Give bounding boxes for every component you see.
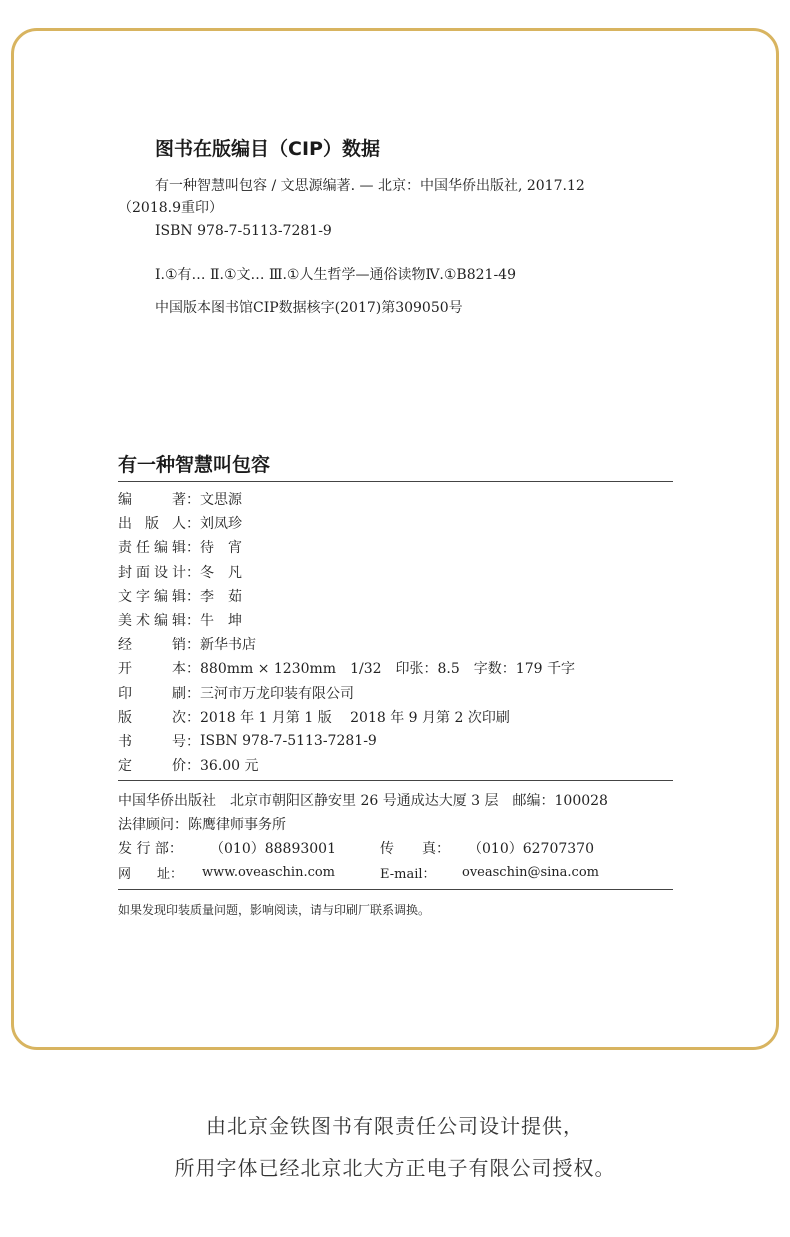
credit-label-char: 辑: [172, 540, 186, 557]
credit-row: [118, 511, 673, 535]
divider-top: [118, 481, 673, 482]
cip-line-1: 有一种智慧叫包容 / 文思源编著. — 北京：中国华侨出版社, 2017.12: [155, 178, 585, 194]
credit-label-char: 出: [118, 516, 132, 533]
credit-label: [118, 610, 186, 630]
credit-label: [118, 634, 186, 654]
credit-colon: ：: [186, 492, 200, 509]
credit-label: [118, 683, 186, 703]
website-link[interactable]: www.oveaschin.com: [202, 864, 336, 880]
credit-value: 牛 坤: [200, 613, 242, 630]
credit-label-char: 编: [154, 588, 168, 605]
credit-label-char: 编: [154, 613, 168, 630]
credit-value: 880mm × 1230mm 1/32 印张：8.5 字数：179 千字: [200, 661, 575, 678]
credit-value: 2018 年 1 月第 1 版 2018 年 9 月第 2 次印刷: [200, 709, 510, 726]
credit-value: 冬 凡: [200, 564, 242, 581]
credit-row: [118, 753, 673, 777]
credit-label-char: 编: [154, 540, 168, 557]
fax-phone: （010）62707370: [468, 841, 594, 857]
credit-value: ISBN 978-7-5113-7281-9: [200, 732, 377, 749]
credit-colon: ：: [186, 661, 200, 678]
sales-label: 发 行 部：: [118, 841, 183, 857]
email-label: E-mail：: [380, 866, 436, 882]
credit-colon: ：: [186, 564, 200, 581]
cip-isbn: ISBN 978-7-5113-7281-9: [155, 223, 332, 239]
credit-label-char: 编: [118, 492, 132, 509]
credit-label-char: 开: [118, 661, 132, 678]
credit-label-char: 刷: [172, 685, 186, 702]
credit-colon: ：: [186, 758, 200, 775]
credit-label-char: 术: [136, 613, 150, 630]
credit-label: [118, 537, 186, 557]
credit-value: 刘凤珍: [200, 516, 242, 533]
credit-label-char: 次: [172, 709, 186, 726]
credit-label-char: 责: [118, 540, 132, 557]
credits-list: [118, 487, 673, 777]
credit-value: 36.00 元: [200, 758, 259, 775]
credit-label-char: 封: [118, 564, 132, 581]
credit-row: [118, 608, 673, 632]
credit-label-char: 版: [145, 516, 159, 533]
credit-label-char: 任: [136, 540, 150, 557]
credit-label: [118, 562, 186, 582]
credit-label-char: 美: [118, 613, 132, 630]
email-link[interactable]: oveaschin@sina.com: [462, 864, 599, 880]
credit-label-char: 本: [172, 661, 186, 678]
credit-colon: ：: [186, 733, 200, 750]
credit-label: [118, 586, 186, 606]
credit-row: [118, 535, 673, 559]
credit-colon: ：: [186, 685, 200, 702]
credit-label-char: 定: [118, 758, 132, 775]
legal-counsel: 法律顾问：陈鹰律师事务所: [118, 817, 286, 833]
credit-colon: ：: [186, 540, 200, 557]
sales-phone: （010）88893001: [210, 841, 336, 857]
credit-row: [118, 632, 673, 656]
credit-label-char: 号: [172, 733, 186, 750]
publisher-info: [118, 788, 678, 884]
credit-label: [118, 755, 186, 775]
credit-colon: ：: [186, 709, 200, 726]
credit-row: [118, 729, 673, 753]
credit-label-char: 著: [172, 492, 186, 509]
credit-label-char: 经: [118, 637, 132, 654]
cip-line-2: （2018.9重印）: [118, 200, 223, 216]
credit-label-char: 书: [118, 733, 132, 750]
credit-label-char: 设: [154, 564, 168, 581]
credit-row: [118, 681, 673, 705]
credit-label-char: 版: [118, 709, 132, 726]
credit-value: 三河市万龙印装有限公司: [200, 685, 354, 702]
contact-row-phone: [118, 836, 678, 860]
credit-colon: ：: [186, 588, 200, 605]
credit-row: [118, 584, 673, 608]
credit-colon: ：: [186, 516, 200, 533]
credit-value: 待 宵: [200, 540, 242, 557]
book-title: 有一种智慧叫包容: [118, 454, 271, 476]
quality-notice: 如果发现印装质量问题，影响阅读，请与印刷厂联系调换。: [118, 903, 431, 917]
fax-label: 传 真：: [380, 841, 450, 857]
footer-line-1: 由北京金铁图书有限责任公司设计提供，: [206, 1114, 584, 1138]
credit-value: 文思源: [200, 492, 242, 509]
credit-label-char: 印: [118, 685, 132, 702]
credit-label-char: 面: [136, 564, 150, 581]
credit-value: 新华书店: [200, 637, 256, 654]
credit-colon: ：: [186, 613, 200, 630]
credit-label: [118, 489, 186, 509]
divider-middle: [118, 780, 673, 781]
credit-label: [118, 731, 186, 751]
credit-label-char: 字: [136, 588, 150, 605]
footer-line-2: 所用字体已经北京北大方正电子有限公司授权。: [174, 1156, 616, 1180]
credit-value: 李 茹: [200, 588, 242, 605]
publisher-address: 中国华侨出版社 北京市朝阳区静安里 26 号通成达大厦 3 层 邮编：100028: [118, 793, 608, 809]
cip-title: 图书在版编目（CIP）数据: [155, 138, 380, 160]
credit-row: [118, 560, 673, 584]
credit-label: [118, 513, 186, 533]
credit-label-char: 人: [172, 516, 186, 533]
credit-row: [118, 487, 673, 511]
cip-record: 中国版本图书馆CIP数据核字(2017)第309050号: [155, 300, 463, 316]
divider-bottom: [118, 889, 673, 890]
credit-label-char: 计: [172, 564, 186, 581]
credit-label-char: 文: [118, 588, 132, 605]
credit-row: [118, 705, 673, 729]
credit-label-char: 辑: [172, 613, 186, 630]
credit-colon: ：: [186, 637, 200, 654]
credit-row: [118, 656, 673, 680]
credit-label-char: 辑: [172, 588, 186, 605]
credit-label: [118, 707, 186, 727]
credit-label: [118, 658, 186, 678]
web-label: 网 址：: [118, 866, 184, 882]
credit-label-char: 销: [172, 637, 186, 654]
credit-label-char: 价: [172, 758, 186, 775]
contact-row-web: [118, 860, 678, 884]
cip-classification: Ⅰ.①有… Ⅱ.①文… Ⅲ.①人生哲学—通俗读物Ⅳ.①B821-49: [155, 267, 516, 283]
